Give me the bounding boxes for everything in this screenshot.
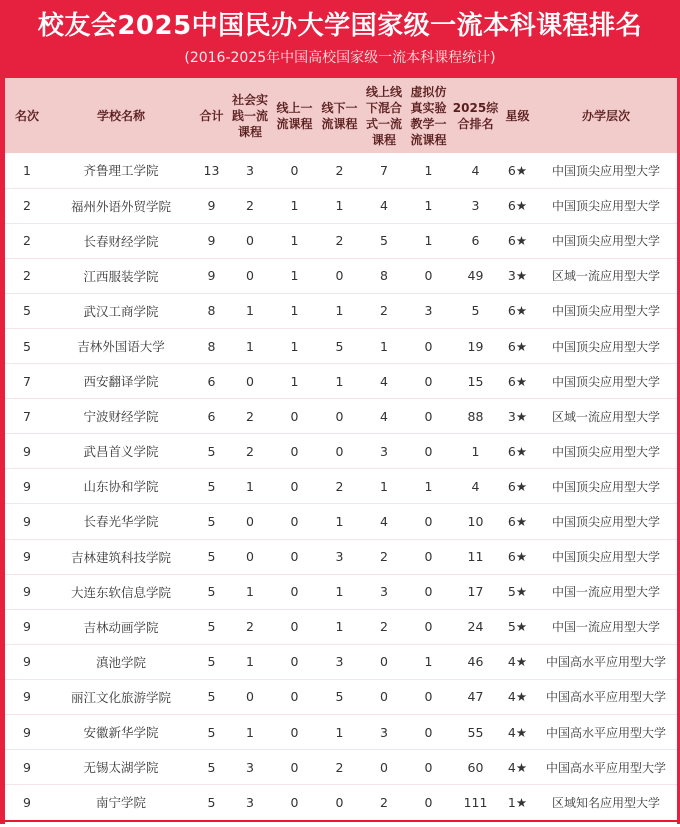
rank-cell: 7 <box>5 364 47 399</box>
hybrid-cell: 5 <box>362 223 406 258</box>
header-col-level <box>535 78 677 153</box>
level-cell: 区域一流应用型大学 <box>535 258 677 293</box>
hybrid-cell: 0 <box>362 679 406 714</box>
online-cell: 0 <box>272 679 317 714</box>
rank-cell: 9 <box>5 539 47 574</box>
level-cell: 中国顶尖应用型大学 <box>535 328 677 363</box>
rank-cell: 9 <box>5 750 47 785</box>
total-cell: 6 <box>195 364 228 399</box>
hybrid-cell: 0 <box>362 644 406 679</box>
table-row <box>5 504 677 539</box>
star-rating-cell: 4★ <box>500 750 535 785</box>
table-row <box>5 153 677 188</box>
level-cell: 区域知名应用型大学 <box>551 795 660 810</box>
header-label-line: 办学层次 <box>581 108 630 123</box>
total-cell: 5 <box>195 469 228 504</box>
virtual-sim-cell: 0 <box>406 328 451 363</box>
rank-cell: 9 <box>5 469 47 504</box>
school-name-cell: 吉林外国语大学 <box>47 328 195 363</box>
header-label-line: 合计 <box>199 108 224 123</box>
school-name-cell: 福州外语外贸学院 <box>47 188 195 223</box>
social-practice-cell: 3 <box>228 153 272 188</box>
header-col-school-name <box>47 78 195 153</box>
hybrid-cell: 4 <box>362 504 406 539</box>
rank-cell: 2 <box>5 223 47 258</box>
total-cell: 13 <box>195 153 228 188</box>
rank-cell: 9 <box>5 679 47 714</box>
table-row <box>5 644 677 679</box>
level-cell: 中国一流应用型大学 <box>535 574 677 609</box>
total-cell: 5 <box>195 609 228 644</box>
star-rating-cell: 6★ <box>500 469 535 504</box>
social-practice-cell: 0 <box>228 223 272 258</box>
social-practice-cell: 0 <box>228 539 272 574</box>
overall-rank-cell: 11 <box>451 539 500 574</box>
level-cell: 中国高水平应用型大学 <box>535 750 677 785</box>
rank-cell: 5 <box>5 293 47 328</box>
level-cell: 中国顶尖应用型大学 <box>535 293 677 328</box>
overall-rank-cell: 55 <box>451 715 500 750</box>
header-label-line: 下混合 <box>365 100 402 115</box>
overall-rank-cell: 88 <box>451 399 500 434</box>
overall-rank-cell: 15 <box>451 364 500 399</box>
social-practice-cell: 1 <box>228 715 272 750</box>
offline-cell: 2 <box>317 153 362 188</box>
star-rating-cell: 6★ <box>500 223 535 258</box>
header-label-line: 课程 <box>371 132 396 147</box>
online-cell: 1 <box>272 223 317 258</box>
online-cell: 0 <box>272 539 317 574</box>
header-label-line: 星级 <box>505 108 530 123</box>
virtual-sim-cell: 0 <box>406 364 451 399</box>
table-row <box>5 715 677 750</box>
hybrid-cell: 7 <box>362 153 406 188</box>
school-name-cell: 宁波财经学院 <box>47 399 195 434</box>
overall-rank-cell: 4 <box>451 469 500 504</box>
virtual-sim-cell: 0 <box>406 434 451 469</box>
social-practice-cell: 1 <box>228 574 272 609</box>
overall-rank-cell: 17 <box>451 574 500 609</box>
virtual-sim-cell: 1 <box>406 469 451 504</box>
total-cell: 5 <box>195 539 228 574</box>
school-name-cell: 武汉工商学院 <box>47 293 195 328</box>
rank-cell: 9 <box>5 504 47 539</box>
rank-cell: 9 <box>5 644 47 679</box>
header-col-social-practice <box>228 78 272 153</box>
online-cell: 0 <box>272 750 317 785</box>
online-cell: 1 <box>272 364 317 399</box>
level-cell: 中国顶尖应用型大学 <box>535 223 677 258</box>
header-col-stars <box>500 78 535 153</box>
overall-rank-cell: 10 <box>451 504 500 539</box>
social-practice-cell: 2 <box>228 399 272 434</box>
total-cell: 5 <box>195 679 228 714</box>
overall-rank-cell: 3 <box>451 188 500 223</box>
table-row <box>5 609 677 644</box>
overall-rank-cell: 60 <box>451 750 500 785</box>
school-name-cell: 山东协和学院 <box>47 469 195 504</box>
school-name-cell: 齐鲁理工学院 <box>47 153 195 188</box>
overall-rank-cell: 111 <box>463 794 488 810</box>
total-cell: 5 <box>207 794 216 810</box>
star-rating-cell: 6★ <box>500 293 535 328</box>
table-row <box>5 293 677 328</box>
school-name-cell: 吉林建筑科技学院 <box>47 539 195 574</box>
header-label-line: 名次 <box>15 108 40 123</box>
rank-cell: 2 <box>5 258 47 293</box>
header-label-line: 教学一 <box>410 116 447 131</box>
online-cell: 0 <box>272 504 317 539</box>
star-rating-cell: 6★ <box>500 364 535 399</box>
header-label-line: 式一流 <box>365 116 402 131</box>
offline-cell: 0 <box>317 258 362 293</box>
virtual-sim-cell: 0 <box>406 539 451 574</box>
online-cell: 1 <box>272 258 317 293</box>
table-row <box>5 679 677 714</box>
header-label-line: 真实验 <box>410 100 447 115</box>
header-label-line: 线上线 <box>365 84 402 99</box>
overall-rank-cell: 6 <box>451 223 500 258</box>
star-rating-cell: 6★ <box>500 188 535 223</box>
offline-cell: 1 <box>317 364 362 399</box>
star-rating-cell: 1★ <box>507 794 528 810</box>
hybrid-cell: 4 <box>362 364 406 399</box>
level-cell: 中国顶尖应用型大学 <box>535 153 677 188</box>
offline-cell: 1 <box>317 504 362 539</box>
header-label-line: 践一流 <box>231 108 268 123</box>
offline-cell: 2 <box>317 750 362 785</box>
star-rating-cell: 6★ <box>500 153 535 188</box>
table-header-row <box>5 78 677 153</box>
header-label-line: 线下一 <box>321 100 358 115</box>
virtual-sim-cell: 0 <box>406 504 451 539</box>
ranking-table <box>5 78 677 820</box>
school-name-cell: 滇池学院 <box>47 644 195 679</box>
hybrid-cell: 3 <box>362 434 406 469</box>
table-row <box>5 750 677 785</box>
online-cell: 0 <box>272 609 317 644</box>
school-name-cell: 江西服装学院 <box>47 258 195 293</box>
social-practice-cell: 1 <box>228 293 272 328</box>
offline-cell: 1 <box>317 188 362 223</box>
header-col-overall-2025 <box>451 78 500 153</box>
header-label-line: 合排名 <box>457 116 494 131</box>
total-cell: 5 <box>195 715 228 750</box>
virtual-sim-cell: 1 <box>406 223 451 258</box>
offline-cell: 2 <box>317 223 362 258</box>
overall-rank-cell: 46 <box>451 644 500 679</box>
total-cell: 9 <box>195 258 228 293</box>
social-practice-cell: 2 <box>228 434 272 469</box>
rank-cell: 2 <box>5 188 47 223</box>
offline-cell: 1 <box>317 715 362 750</box>
school-name-cell: 无锡太湖学院 <box>47 750 195 785</box>
offline-cell: 0 <box>317 399 362 434</box>
offline-cell: 2 <box>317 469 362 504</box>
hybrid-cell: 2 <box>380 794 388 810</box>
social-practice-cell: 1 <box>228 328 272 363</box>
school-name-cell: 武昌首义学院 <box>47 434 195 469</box>
online-cell: 1 <box>272 293 317 328</box>
virtual-sim-cell: 0 <box>424 794 433 810</box>
level-cell: 中国顶尖应用型大学 <box>535 364 677 399</box>
virtual-sim-cell: 3 <box>406 293 451 328</box>
offline-cell: 0 <box>335 794 344 810</box>
social-practice-cell: 3 <box>246 794 254 810</box>
header-label-line: 学校名称 <box>96 108 145 123</box>
offline-cell: 0 <box>317 434 362 469</box>
table-row <box>5 399 677 434</box>
virtual-sim-cell: 1 <box>406 644 451 679</box>
page-subtitle: (2016-2025年中国高校国家级一流本科课程统计) <box>184 50 496 66</box>
total-cell: 9 <box>195 188 228 223</box>
online-cell: 0 <box>290 794 299 810</box>
header-col-virtual-sim <box>406 78 451 153</box>
social-practice-cell: 2 <box>228 188 272 223</box>
social-practice-cell: 0 <box>228 504 272 539</box>
star-rating-cell: 6★ <box>500 328 535 363</box>
online-cell: 0 <box>272 644 317 679</box>
header-col-online <box>272 78 317 153</box>
rank-cell: 7 <box>5 399 47 434</box>
total-cell: 9 <box>195 223 228 258</box>
offline-cell: 5 <box>317 679 362 714</box>
hybrid-cell: 8 <box>362 258 406 293</box>
online-cell: 0 <box>272 153 317 188</box>
level-cell: 区域一流应用型大学 <box>535 399 677 434</box>
table-body <box>5 153 677 820</box>
star-rating-cell: 6★ <box>500 504 535 539</box>
header-label-line: 流课程 <box>321 116 358 131</box>
header-label-line: 2025综 <box>452 100 499 115</box>
total-cell: 8 <box>195 328 228 363</box>
total-cell: 8 <box>195 293 228 328</box>
header-col-offline <box>317 78 362 153</box>
rank-cell: 9 <box>23 794 31 810</box>
total-cell: 5 <box>195 644 228 679</box>
hybrid-cell: 1 <box>362 469 406 504</box>
star-rating-cell: 4★ <box>500 644 535 679</box>
rank-cell: 9 <box>5 574 47 609</box>
total-cell: 5 <box>195 750 228 785</box>
virtual-sim-cell: 0 <box>406 609 451 644</box>
school-name-cell: 吉林动画学院 <box>47 609 195 644</box>
hybrid-cell: 1 <box>362 328 406 363</box>
online-cell: 1 <box>272 188 317 223</box>
offline-cell: 3 <box>317 644 362 679</box>
online-cell: 0 <box>272 469 317 504</box>
overall-rank-cell: 24 <box>451 609 500 644</box>
rank-cell: 5 <box>5 328 47 363</box>
table-row <box>5 469 677 504</box>
level-cell: 中国高水平应用型大学 <box>535 679 677 714</box>
virtual-sim-cell: 1 <box>406 188 451 223</box>
star-rating-cell: 5★ <box>500 574 535 609</box>
virtual-sim-cell: 0 <box>406 574 451 609</box>
header-label-line: 线上一 <box>276 100 313 115</box>
header-label-line: 课程 <box>237 124 262 139</box>
header-label-line: 虚拟仿 <box>410 84 447 99</box>
total-cell: 5 <box>195 434 228 469</box>
hybrid-cell: 3 <box>362 574 406 609</box>
star-rating-cell: 3★ <box>500 258 535 293</box>
school-name-cell: 西安翻译学院 <box>47 364 195 399</box>
school-name-cell: 安徽新华学院 <box>47 715 195 750</box>
offline-cell: 3 <box>317 539 362 574</box>
online-cell: 0 <box>272 399 317 434</box>
table-row <box>5 364 677 399</box>
school-name-cell: 长春光华学院 <box>47 504 195 539</box>
hybrid-cell: 2 <box>362 609 406 644</box>
table-row <box>5 188 677 223</box>
header-label-line: 社会实 <box>231 92 268 107</box>
hybrid-cell: 0 <box>362 750 406 785</box>
table-row <box>5 328 677 363</box>
header-col-rank <box>5 78 47 153</box>
level-cell: 中国顶尖应用型大学 <box>535 188 677 223</box>
rank-cell: 1 <box>5 153 47 188</box>
level-cell: 中国高水平应用型大学 <box>535 715 677 750</box>
hybrid-cell: 4 <box>362 399 406 434</box>
rank-cell: 9 <box>5 434 47 469</box>
title-banner <box>0 0 680 78</box>
rank-cell: 9 <box>5 609 47 644</box>
virtual-sim-cell: 0 <box>406 258 451 293</box>
page-title: 校友会2025中国民办大学国家级一流本科课程排名 <box>37 11 643 41</box>
level-cell: 中国一流应用型大学 <box>535 609 677 644</box>
overall-rank-cell: 4 <box>451 153 500 188</box>
level-cell: 中国顶尖应用型大学 <box>535 539 677 574</box>
table-bottom-border <box>0 820 680 822</box>
social-practice-cell: 2 <box>228 609 272 644</box>
table-row <box>5 539 677 574</box>
star-rating-cell: 3★ <box>500 399 535 434</box>
star-rating-cell: 6★ <box>500 539 535 574</box>
table-row <box>5 785 677 820</box>
header-col-total <box>195 78 228 153</box>
virtual-sim-cell: 0 <box>406 399 451 434</box>
level-cell: 中国高水平应用型大学 <box>535 644 677 679</box>
social-practice-cell: 0 <box>228 258 272 293</box>
offline-cell: 1 <box>317 293 362 328</box>
online-cell: 0 <box>272 434 317 469</box>
social-practice-cell: 0 <box>228 364 272 399</box>
school-name-cell: 大连东软信息学院 <box>47 574 195 609</box>
level-cell: 中国顶尖应用型大学 <box>535 504 677 539</box>
star-rating-cell: 5★ <box>500 609 535 644</box>
social-practice-cell: 0 <box>228 679 272 714</box>
star-rating-cell: 4★ <box>500 679 535 714</box>
level-cell: 中国顶尖应用型大学 <box>535 469 677 504</box>
social-practice-cell: 1 <box>228 644 272 679</box>
table-row <box>5 574 677 609</box>
overall-rank-cell: 5 <box>451 293 500 328</box>
overall-rank-cell: 1 <box>451 434 500 469</box>
overall-rank-cell: 49 <box>451 258 500 293</box>
virtual-sim-cell: 1 <box>406 153 451 188</box>
virtual-sim-cell: 0 <box>406 679 451 714</box>
online-cell: 1 <box>272 328 317 363</box>
school-name-cell: 丽江文化旅游学院 <box>47 679 195 714</box>
school-name-cell: 南宁学院 <box>95 795 146 811</box>
total-cell: 5 <box>195 574 228 609</box>
overall-rank-cell: 47 <box>451 679 500 714</box>
school-name-cell: 长春财经学院 <box>47 223 195 258</box>
table-row <box>5 223 677 258</box>
hybrid-cell: 3 <box>362 715 406 750</box>
hybrid-cell: 2 <box>362 539 406 574</box>
social-practice-cell: 3 <box>228 750 272 785</box>
online-cell: 0 <box>272 574 317 609</box>
table-row <box>5 258 677 293</box>
rank-cell: 9 <box>5 715 47 750</box>
star-rating-cell: 6★ <box>500 434 535 469</box>
hybrid-cell: 2 <box>362 293 406 328</box>
offline-cell: 5 <box>317 328 362 363</box>
virtual-sim-cell: 0 <box>406 750 451 785</box>
overall-rank-cell: 19 <box>451 328 500 363</box>
level-cell: 中国顶尖应用型大学 <box>535 434 677 469</box>
total-cell: 5 <box>195 504 228 539</box>
header-label-line: 流课程 <box>410 132 447 147</box>
total-cell: 6 <box>195 399 228 434</box>
table-row <box>5 434 677 469</box>
offline-cell: 1 <box>317 609 362 644</box>
star-rating-cell: 4★ <box>500 715 535 750</box>
virtual-sim-cell: 0 <box>406 715 451 750</box>
offline-cell: 1 <box>317 574 362 609</box>
hybrid-cell: 4 <box>362 188 406 223</box>
header-label-line: 流课程 <box>276 116 313 131</box>
online-cell: 0 <box>272 715 317 750</box>
header-col-hybrid <box>362 78 406 153</box>
social-practice-cell: 1 <box>228 469 272 504</box>
